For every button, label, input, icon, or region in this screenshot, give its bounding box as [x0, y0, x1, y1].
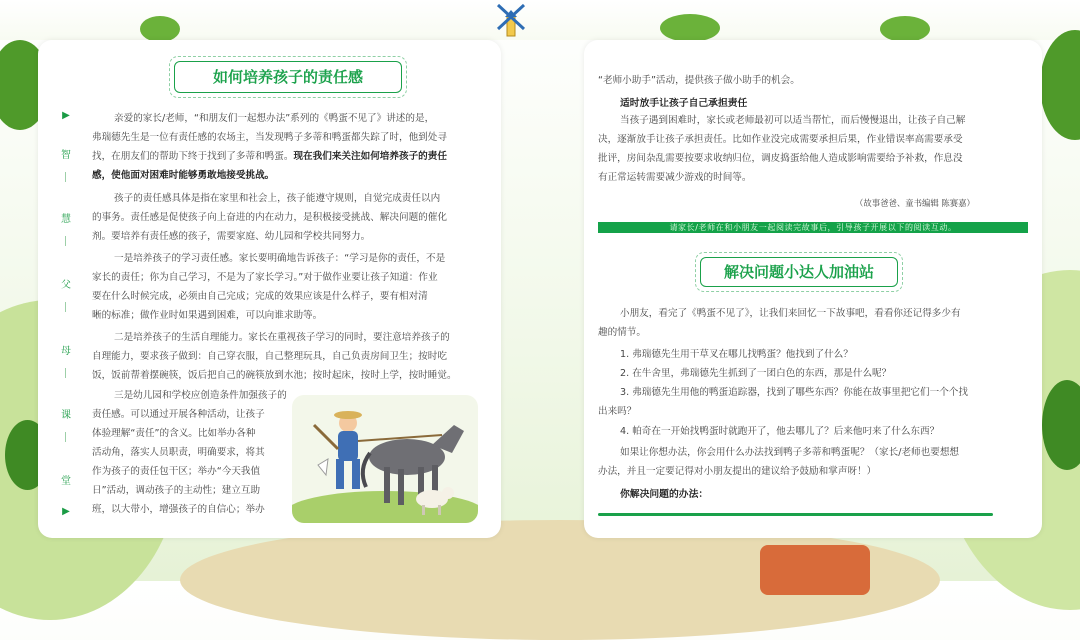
p5-line: 责任感。可以通过开展各种活动，让孩子 — [92, 409, 265, 420]
side-nav-char: 慧 — [61, 214, 71, 225]
subhead-hands-off: 适时放手让孩子自己承担责任 — [620, 98, 748, 109]
tree-top-3 — [880, 16, 930, 42]
intro-line: 趣的情节。 — [598, 327, 646, 338]
p1-bold-a: 现在我们来关注如何培养孩子的责任 — [293, 151, 447, 162]
question-2: 2. 在牛舍里，弗瑞德先生抓到了一团白色的东西，那是什么呢？ — [620, 368, 892, 379]
p1-line — [92, 148, 447, 167]
ask-line: 办法，并且一定要记得对小朋友提出的建议给予鼓励和掌声呀！） — [598, 466, 877, 477]
side-nav-arrow-bottom: ▶ — [62, 506, 70, 517]
tree-right-1 — [1040, 30, 1080, 140]
side-nav-char: 母 — [61, 346, 71, 357]
ask-line: 如果让你想办法，你会用什么办法找到鸭子多蒂和鸭蛋呢？（家长/老师也要想想 — [620, 447, 960, 458]
p4-line: 二是培养孩子的生活自理能力。家长在重视孩子学习的同时，要注意培养孩子的 — [114, 332, 450, 343]
p2-line: 剂。要培养有责任感的孩子，需要家庭、幼儿园和学校共同努力。 — [92, 231, 371, 242]
p3-line: 要在什么时候完成，必须由自己完成；完成的效果应该是什么样子，要有相对清 — [92, 291, 428, 302]
side-nav — [57, 110, 75, 520]
p5-line: 班，以大带小，增强孩子的自信心；举办 — [92, 504, 265, 515]
p3-line: 一是培养孩子的学习责任感。家长要明确地告诉孩子：“学习是你的责任，不是 — [114, 253, 446, 264]
roof-bottom — [760, 545, 870, 595]
question-3: 3. 弗瑞德先生用他的鸭蛋追踪器，找到了哪些东西？你能在故事里把它们一个个找 — [620, 387, 968, 398]
side-nav-char: 堂 — [61, 476, 71, 487]
p1-line: 亲爱的家长/老师，“和朋友们一起想办法”系列的《鸭蛋不见了》讲述的是， — [114, 113, 435, 124]
p1-bold-b: 感，使他面对困难时能够勇敢地接受挑战。 — [92, 170, 275, 181]
reading-guide-bar: 请家长/老师在和小朋友一起阅读完故事后，引导孩子开展以下的阅读互动。 — [598, 222, 1028, 233]
p1-line-text: 找，在朋友们的帮助下终于找到了多蒂和鸭蛋。 — [92, 151, 294, 162]
side-nav-sep — [65, 302, 66, 312]
p5-line: 日”活动，调动孩子的主动性；建立互助 — [92, 485, 261, 496]
answer-line[interactable] — [598, 513, 993, 516]
p3-line: 晰的标准；做作业时如果遇到困难，可以向谁求助等。 — [92, 310, 323, 321]
tree-top-1 — [140, 16, 180, 42]
p5-line: 三是幼儿园和学校应创造条件加强孩子的 — [114, 390, 287, 401]
p4-line: 自理能力，要求孩子做到：自己穿衣服，自己整理玩具，自己负责房间卫生；按时吃 — [92, 351, 447, 362]
p6-line: 有正常运转需要减少游戏的时间等。 — [598, 172, 752, 183]
side-nav-arrow-top: ▶ — [62, 110, 70, 121]
p1-line: 弗瑞德先生是一位有责任感的农场主，当发现鸭子多蒂和鸭蛋都失踪了时，他到处寻 — [92, 132, 447, 143]
question-3-cont: 出来吗？ — [598, 406, 637, 417]
side-nav-sep — [65, 368, 66, 378]
side-nav-sep — [65, 236, 66, 246]
right-title: 解决问题小达人加油站 — [700, 257, 898, 287]
windmill-icon — [494, 2, 528, 38]
side-nav-sep — [65, 172, 66, 182]
intro-line: 小朋友，看完了《鸭蛋不见了》，让我们来回忆一下故事吧，看看你还记得多少有 — [620, 308, 961, 319]
credit: （故事爸爸、童书编辑 陈赛嘉） — [855, 198, 975, 208]
answer-label: 你解决问题的办法： — [620, 489, 709, 500]
left-title: 如何培养孩子的责任感 — [174, 61, 402, 93]
p4-line: 饭，饭前帮着摆碗筷，饭后把自己的碗筷放到水池；按时起床，按时上学，按时睡觉。 — [92, 370, 457, 381]
tree-top-2 — [660, 14, 720, 42]
side-nav-char: 智 — [61, 150, 71, 161]
p5-line: 作为孩子的责任包干区；举办“今天我值 — [92, 466, 261, 477]
p2-line: 孩子的责任感具体是指在家里和社会上，孩子能遵守规则，自觉完成责任以内 — [114, 193, 441, 204]
p5-line: 体验理解“责任”的含义。比如举办各种 — [92, 428, 256, 439]
question-1: 1. 弗瑞德先生用干草叉在哪儿找鸭蛋？他找到了什么？ — [620, 349, 853, 360]
p6-line: 当孩子遇到困难时，家长或老师最初可以适当帮忙，而后慢慢退出，让孩子自己解 — [620, 115, 966, 126]
p3-line: 家长的责任；你为自己学习，不是为了家长学习。”对于做作业要让孩子知道：作业 — [92, 272, 438, 283]
question-4: 4. 帕奇在一开始找鸭蛋时就跑开了，他去哪儿了？后来他叼来了什么东西？ — [620, 426, 940, 437]
p6-line: 决，逐渐放手让孩子承担责任。比如作业没完成需要承担后果，作业错误率高需要承受 — [598, 134, 963, 145]
p5-line: 活动角，落实人员职责，明确要求，将其 — [92, 447, 265, 458]
side-nav-char: 父 — [61, 280, 71, 291]
side-nav-char: 课 — [61, 410, 71, 421]
side-nav-sep — [65, 432, 66, 442]
farmer-horse-illustration — [292, 395, 478, 523]
p2-line: 的事务。责任感是促使孩子向上奋进的内在动力，是积极接受挑战、解决问题的催化 — [92, 212, 447, 223]
right-top-line: “老师小助手”活动，提供孩子做小助手的机会。 — [598, 75, 800, 86]
p6-line: 批评，房间杂乱需要按要求收纳归位，调皮捣蛋给他人造成影响需要给予补救，作息没 — [598, 153, 963, 164]
